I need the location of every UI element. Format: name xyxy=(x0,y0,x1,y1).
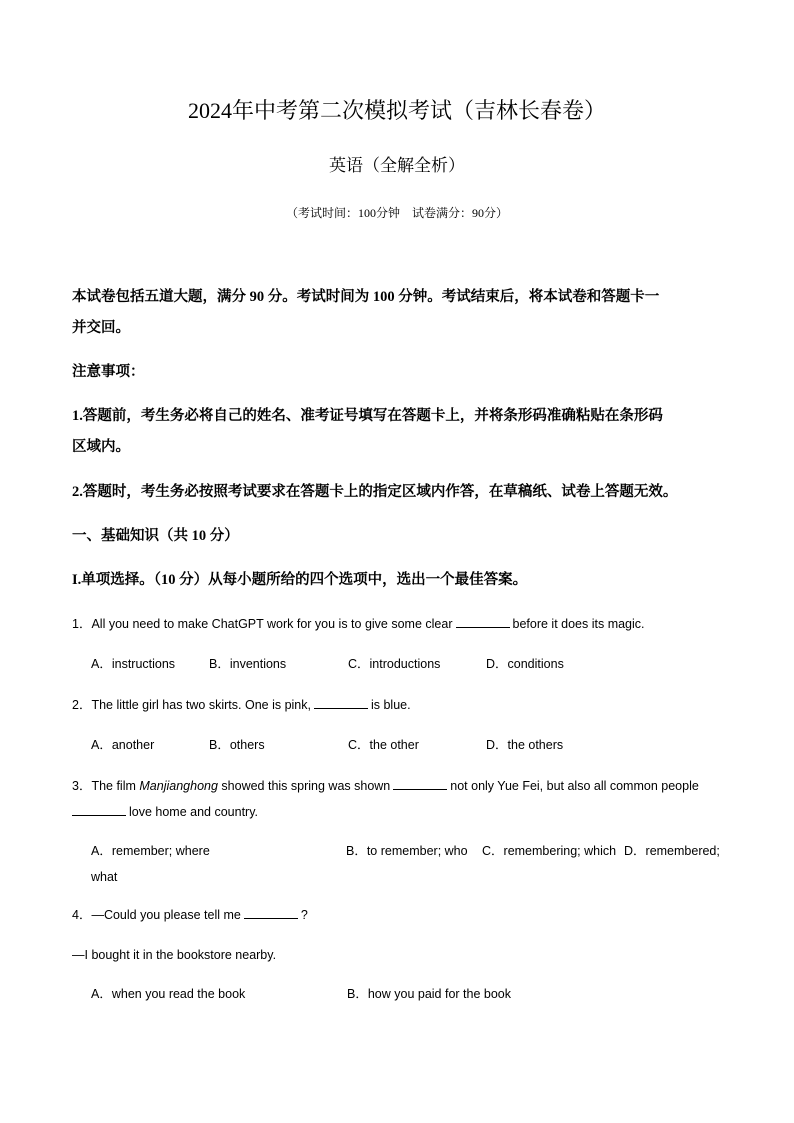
question-3-stem-b: showed this spring was shown xyxy=(221,779,391,793)
question-2-option-c: C．the other xyxy=(348,738,419,752)
answer-blank xyxy=(393,777,447,790)
question-3-option-a: A．remember; where xyxy=(91,844,210,858)
notice-heading: 注意事项： xyxy=(72,364,145,380)
question-2-option-b: B．others xyxy=(209,738,265,752)
answer-blank xyxy=(244,906,298,919)
question-2-stem-b: is blue. xyxy=(370,698,411,712)
question-1-option-d: D．conditions xyxy=(486,657,564,671)
question-4-option-a: A．when you read the book xyxy=(91,987,246,1001)
notice-item-2: 2.答题时，考生务必按照考试要求在答题卡上的指定区域内作答，在草稿纸、试卷上答题无效。 xyxy=(72,484,678,500)
question-4-stem-b: ? xyxy=(300,908,308,922)
question-4-stem-a: 4．—Could you please tell me xyxy=(72,908,241,922)
question-1-stem-a: 1．All you need to make ChatGPT work for you is to give some clear xyxy=(72,617,453,631)
question-3-stem-line-2 xyxy=(72,799,724,825)
question-2-stem xyxy=(72,692,724,718)
question-2-option-d: D．the others xyxy=(486,738,564,752)
question-1-option-b: B．inventions xyxy=(209,657,287,671)
question-3-option-c: C．remembering; which xyxy=(482,844,617,858)
answer-blank xyxy=(314,696,368,709)
intro-line-1: 本试卷包括五道大题，满分 90 分。考试时间为 100 分钟。考试结束后，将本试卷和答题卡一 xyxy=(72,289,660,305)
question-4-reply: —I bought it in the bookstore nearby. xyxy=(72,948,277,962)
question-1-stem xyxy=(72,611,724,637)
notice-item-1-line-2: 区域内。 xyxy=(72,439,130,455)
question-3-option-d-wrap: what xyxy=(91,870,118,884)
question-3-option-d: D．remembered; xyxy=(624,844,720,858)
question-3-stem-a: 3．The film xyxy=(72,779,136,793)
notice-item-1-line-1: 1.答题前，考生务必将自己的姓名、准考证号填写在答题卡上，并将条形码准确粘贴在条形码 xyxy=(72,408,663,424)
question-4-option-b: B．how you paid for the book xyxy=(347,987,511,1001)
answer-blank xyxy=(456,615,510,628)
intro-line-2: 并交回。 xyxy=(72,320,130,336)
question-3-option-b: B．to remember; who xyxy=(346,844,468,858)
question-3-stem-c: not only Yue Fei, but also all common people xyxy=(450,779,699,793)
question-1-option-a: A．instructions xyxy=(91,657,176,671)
question-2-stem-a: 2．The little girl has two skirts. One is pink, xyxy=(72,698,311,712)
question-2-option-a: A．another xyxy=(91,738,155,752)
section-heading: 一、基础知识（共 10 分） xyxy=(72,528,239,544)
question-4-stem xyxy=(72,902,724,928)
question-3-stem-d: love home and country. xyxy=(129,805,259,819)
answer-blank xyxy=(72,803,126,816)
film-title: Manjianghong xyxy=(139,779,218,793)
question-3-stem-line-1 xyxy=(72,773,724,799)
exam-info: （考试时间：100分钟 试卷满分：90分） xyxy=(285,206,508,220)
question-1-stem-b: before it does its magic. xyxy=(512,617,645,631)
part-heading: I.单项选择。（10 分）从每小题所给的四个选项中，选出一个最佳答案。 xyxy=(72,572,528,588)
exam-subtitle: 英语（全解全析） xyxy=(329,156,465,175)
exam-title: 2024年中考第二次模拟考试（吉林长春卷） xyxy=(187,98,606,123)
question-1-option-c: C．introductions xyxy=(348,657,441,671)
